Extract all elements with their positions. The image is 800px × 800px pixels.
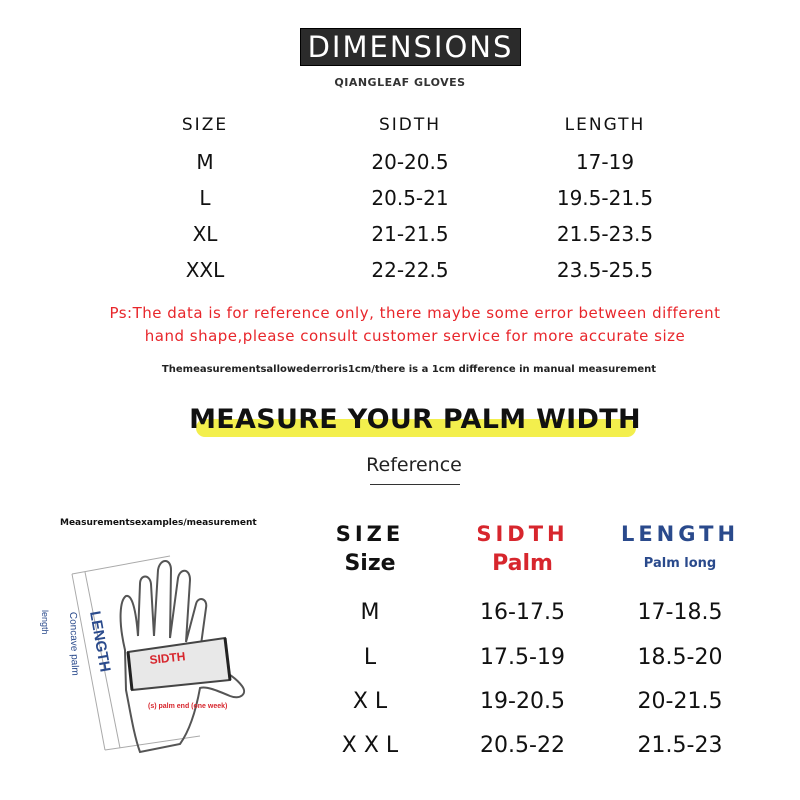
table1-cell: 20.5-21 bbox=[371, 186, 449, 210]
table1-cell: L bbox=[199, 186, 211, 210]
table2-sub-length: Palm long bbox=[643, 556, 717, 571]
table2-cell: 16-17.5 bbox=[480, 600, 565, 625]
table2-header-width: SIDTH bbox=[476, 522, 569, 546]
disclaimer-line-2: hand shape,please consult customer service for more accurate size bbox=[144, 327, 686, 345]
table2-sub-size: Size bbox=[344, 551, 396, 576]
reference-underline bbox=[370, 484, 460, 485]
dimensions-title: DIMENSIONS bbox=[300, 28, 521, 66]
table2-cell: 17-18.5 bbox=[637, 600, 723, 625]
table2-cell: 21.5-23 bbox=[637, 733, 723, 758]
table2-header-size: SIZE bbox=[335, 522, 405, 546]
diagram-width-label: SIDTH bbox=[148, 649, 187, 667]
table1-cell: XL bbox=[192, 222, 218, 246]
table1-cell: 21.5-23.5 bbox=[556, 222, 654, 246]
tolerance-note: Themeasurementsallowederroris1cm/there is a 1cm difference in manual measurement bbox=[161, 364, 657, 375]
table1-cell: 23.5-25.5 bbox=[556, 258, 654, 282]
table2-cell: X L bbox=[352, 689, 388, 714]
table2-cell: L bbox=[363, 645, 377, 670]
width-band bbox=[128, 638, 230, 690]
table1-cell: 17-19 bbox=[575, 150, 635, 174]
disclaimer-line-1: Ps:The data is for reference only, there maybe some error between different bbox=[109, 304, 721, 322]
glove-diagram bbox=[30, 540, 300, 770]
table1-header-size: SIZE bbox=[181, 115, 229, 135]
reference-label: Reference bbox=[366, 454, 462, 476]
table2-cell: 17.5-19 bbox=[480, 645, 565, 670]
diagram-concave-label: Concave palm bbox=[67, 611, 81, 676]
table2-sub-width: Palm bbox=[492, 551, 553, 576]
table2-cell: 19-20.5 bbox=[480, 689, 565, 714]
example-label: Measurementsexamples/measurement bbox=[60, 518, 257, 528]
table1-cell: 20-20.5 bbox=[371, 150, 449, 174]
table1-header-length: LENGTH bbox=[564, 115, 646, 135]
diagram-length-label: LENGTH bbox=[86, 609, 114, 674]
measure-title: MEASURE YOUR PALM WIDTH bbox=[189, 404, 641, 435]
diagram-length-small-label: length bbox=[40, 610, 50, 635]
table1-header-width: SIDTH bbox=[378, 115, 442, 135]
table2-cell: M bbox=[360, 600, 380, 625]
table2-cell: 18.5-20 bbox=[637, 645, 723, 670]
brand-name: QIANGLEAF GLOVES bbox=[334, 76, 466, 89]
table1-cell: 19.5-21.5 bbox=[556, 186, 654, 210]
ruler-line bbox=[72, 556, 170, 574]
table2-cell: 20.5-22 bbox=[480, 733, 565, 758]
table1-cell: M bbox=[196, 150, 214, 174]
table2-cell: X X L bbox=[341, 733, 399, 758]
table2-header-length: LENGTH bbox=[620, 522, 740, 546]
table1-cell: 22-22.5 bbox=[371, 258, 449, 282]
table1-cell: 21-21.5 bbox=[371, 222, 449, 246]
table2-cell: 20-21.5 bbox=[637, 689, 723, 714]
diagram-palm-end-label: (s) palm end (one week) bbox=[148, 703, 228, 710]
table1-cell: XXL bbox=[185, 258, 225, 282]
